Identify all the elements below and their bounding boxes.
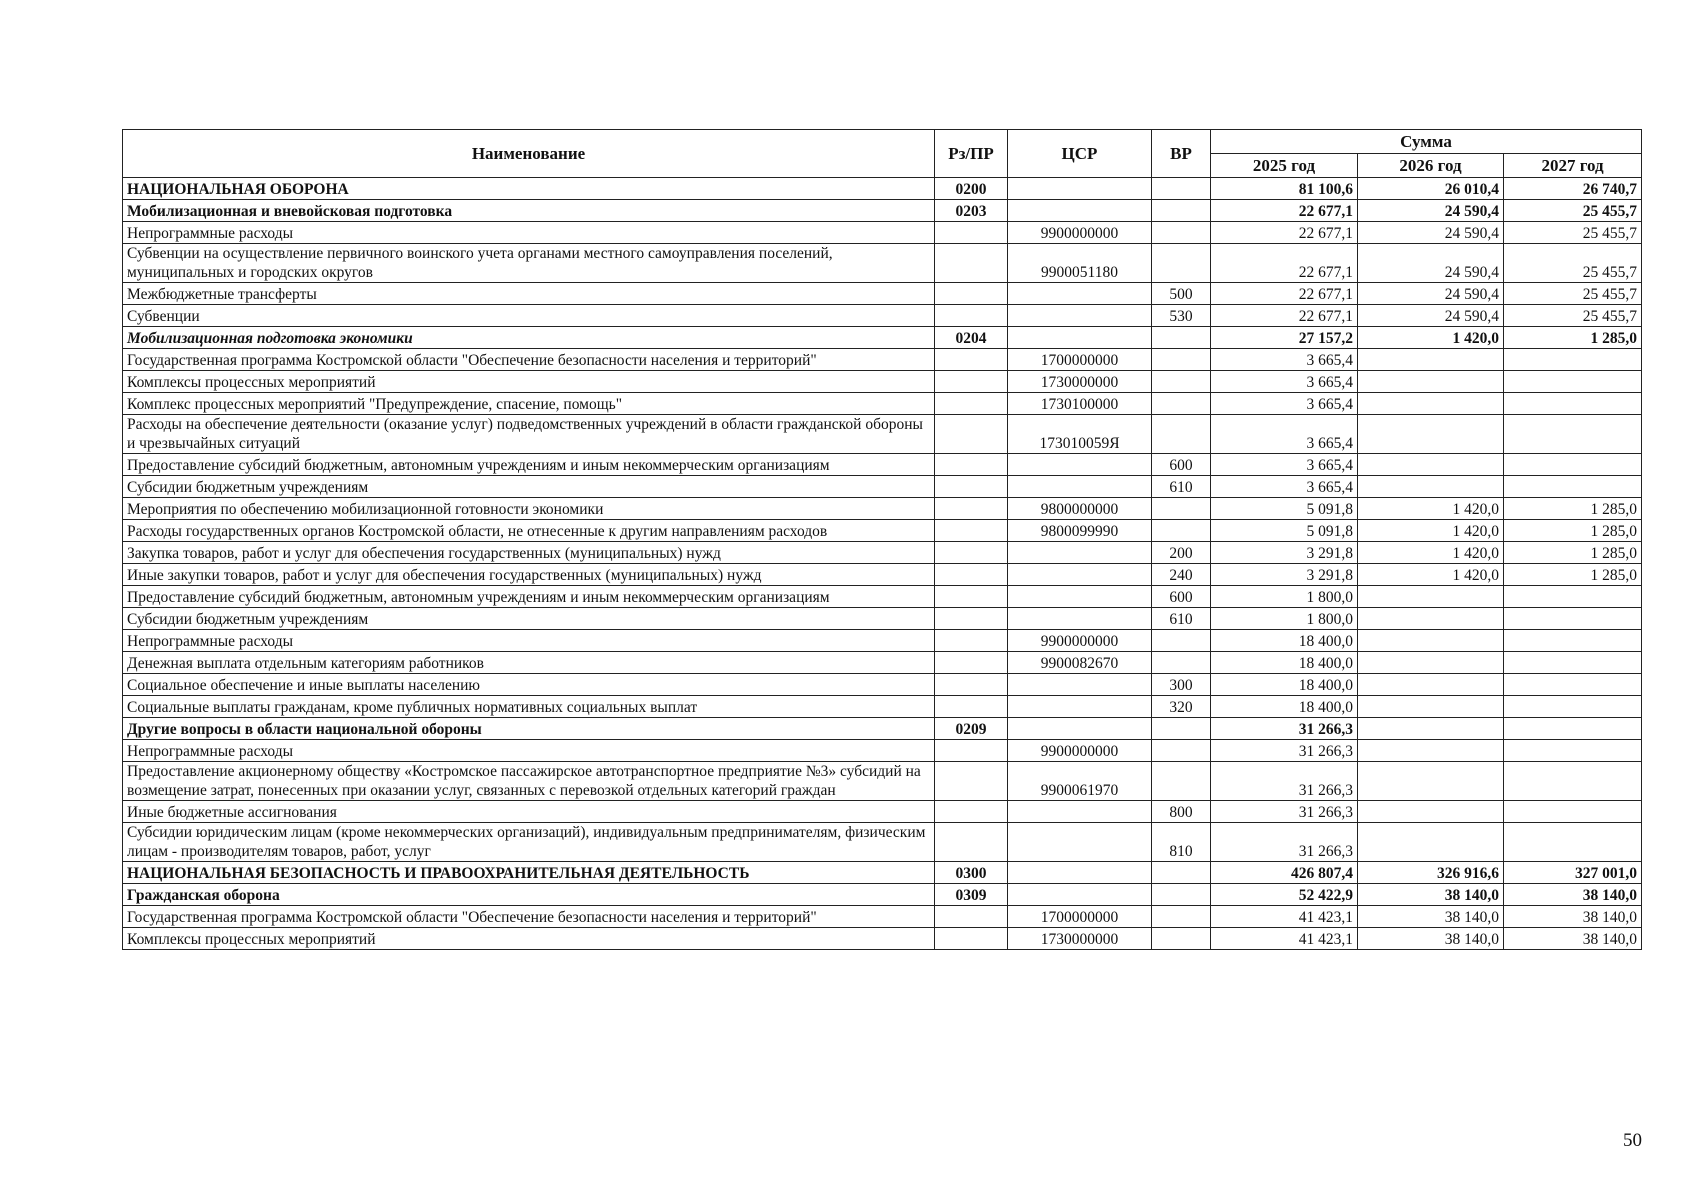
cell-y2027: 25 455,7 [1504, 222, 1642, 244]
table-row [123, 652, 1642, 674]
cell-y2025: 3 665,4 [1211, 393, 1358, 415]
cell-y2026: 24 590,4 [1358, 222, 1504, 244]
cell-y2026 [1358, 371, 1504, 393]
cell-rzpr: 0300 [935, 862, 1008, 884]
table-row [123, 349, 1642, 371]
cell-name: Межбюджетные трансферты [123, 283, 935, 305]
cell-csr: 1700000000 [1008, 906, 1152, 928]
cell-csr [1008, 178, 1152, 200]
cell-vr [1152, 718, 1211, 740]
header-sum: Сумма [1211, 130, 1642, 154]
cell-csr: 9800099990 [1008, 520, 1152, 542]
cell-y2025: 1 800,0 [1211, 586, 1358, 608]
cell-y2026: 1 420,0 [1358, 327, 1504, 349]
cell-csr: 1730100000 [1008, 393, 1152, 415]
cell-y2025: 22 677,1 [1211, 200, 1358, 222]
cell-name: Комплексы процессных мероприятий [123, 371, 935, 393]
header-rzpr: Рз/ПР [935, 130, 1008, 178]
cell-rzpr: 0204 [935, 327, 1008, 349]
cell-csr [1008, 283, 1152, 305]
cell-name: Иные бюджетные ассигнования [123, 801, 935, 823]
cell-rzpr: 0309 [935, 884, 1008, 906]
table-row [123, 801, 1642, 823]
cell-y2027 [1504, 393, 1642, 415]
table-row [123, 178, 1642, 200]
cell-y2027 [1504, 718, 1642, 740]
cell-csr [1008, 718, 1152, 740]
cell-vr: 610 [1152, 476, 1211, 498]
table-row [123, 740, 1642, 762]
cell-y2026 [1358, 674, 1504, 696]
cell-vr [1152, 349, 1211, 371]
cell-y2026 [1358, 476, 1504, 498]
cell-y2027 [1504, 608, 1642, 630]
cell-name: НАЦИОНАЛЬНАЯ БЕЗОПАСНОСТЬ И ПРАВООХРАНИТЕЛЬНАЯ ДЕЯТЕЛЬНОСТЬ [123, 862, 935, 884]
cell-csr [1008, 305, 1152, 327]
table-row [123, 542, 1642, 564]
cell-y2026 [1358, 718, 1504, 740]
header-year-2027: 2027 год [1504, 154, 1642, 178]
cell-y2025: 3 665,4 [1211, 415, 1358, 454]
cell-y2027: 25 455,7 [1504, 305, 1642, 327]
cell-y2026 [1358, 586, 1504, 608]
table-row [123, 696, 1642, 718]
table-row [123, 674, 1642, 696]
cell-y2026: 26 010,4 [1358, 178, 1504, 200]
cell-rzpr [935, 283, 1008, 305]
cell-rzpr [935, 244, 1008, 283]
table-row [123, 718, 1642, 740]
cell-y2026 [1358, 740, 1504, 762]
cell-y2026 [1358, 696, 1504, 718]
table-row [123, 393, 1642, 415]
cell-y2025: 22 677,1 [1211, 244, 1358, 283]
cell-y2027: 38 140,0 [1504, 884, 1642, 906]
cell-y2027: 25 455,7 [1504, 244, 1642, 283]
cell-y2025: 3 665,4 [1211, 371, 1358, 393]
table-row [123, 823, 1642, 862]
cell-name: Субвенции на осуществление первичного воинского учета органами местного самоуправления поселений, муниципальных и городских округов [123, 244, 935, 283]
cell-rzpr [935, 674, 1008, 696]
cell-y2025: 52 422,9 [1211, 884, 1358, 906]
table-row [123, 305, 1642, 327]
cell-rzpr [935, 393, 1008, 415]
cell-rzpr [935, 696, 1008, 718]
cell-name: Расходы государственных органов Костромской области, не отнесенные к другим направлениям расходов [123, 520, 935, 542]
cell-rzpr [935, 823, 1008, 862]
cell-name: Предоставление субсидий бюджетным, автономным учреждениям и иным некоммерческим организациям [123, 454, 935, 476]
cell-y2025: 3 291,8 [1211, 542, 1358, 564]
cell-y2026: 326 916,6 [1358, 862, 1504, 884]
cell-csr [1008, 801, 1152, 823]
cell-csr [1008, 823, 1152, 862]
cell-vr [1152, 928, 1211, 950]
cell-y2027 [1504, 823, 1642, 862]
cell-vr [1152, 393, 1211, 415]
cell-rzpr [935, 564, 1008, 586]
cell-rzpr [935, 371, 1008, 393]
cell-vr [1152, 762, 1211, 801]
cell-csr: 9900051180 [1008, 244, 1152, 283]
table-row [123, 564, 1642, 586]
cell-y2027 [1504, 652, 1642, 674]
cell-y2026: 38 140,0 [1358, 906, 1504, 928]
cell-y2027 [1504, 801, 1642, 823]
cell-rzpr [935, 520, 1008, 542]
cell-y2026: 1 420,0 [1358, 520, 1504, 542]
header-name: Наименование [123, 130, 935, 178]
cell-vr: 240 [1152, 564, 1211, 586]
cell-y2026 [1358, 762, 1504, 801]
cell-csr: 1730000000 [1008, 371, 1152, 393]
cell-name: Комплексы процессных мероприятий [123, 928, 935, 950]
cell-y2027: 38 140,0 [1504, 928, 1642, 950]
cell-vr [1152, 652, 1211, 674]
cell-vr [1152, 327, 1211, 349]
cell-name: Закупка товаров, работ и услуг для обеспечения государственных (муниципальных) нужд [123, 542, 935, 564]
cell-csr [1008, 696, 1152, 718]
budget-table [122, 129, 1642, 950]
cell-y2025: 22 677,1 [1211, 283, 1358, 305]
cell-rzpr [935, 630, 1008, 652]
cell-y2025: 22 677,1 [1211, 222, 1358, 244]
table-row [123, 906, 1642, 928]
cell-csr: 9900000000 [1008, 740, 1152, 762]
cell-csr: 173010059Я [1008, 415, 1152, 454]
header-csr: ЦСР [1008, 130, 1152, 178]
cell-rzpr [935, 498, 1008, 520]
cell-csr [1008, 608, 1152, 630]
cell-name: Социальное обеспечение и иные выплаты населению [123, 674, 935, 696]
cell-y2027 [1504, 696, 1642, 718]
cell-y2026: 1 420,0 [1358, 564, 1504, 586]
cell-vr [1152, 740, 1211, 762]
cell-name: Непрограммные расходы [123, 630, 935, 652]
cell-y2026 [1358, 630, 1504, 652]
cell-rzpr [935, 222, 1008, 244]
cell-csr: 9800000000 [1008, 498, 1152, 520]
cell-y2025: 18 400,0 [1211, 674, 1358, 696]
table-row [123, 884, 1642, 906]
cell-rzpr [935, 415, 1008, 454]
cell-y2027: 1 285,0 [1504, 564, 1642, 586]
cell-name: Мероприятия по обеспечению мобилизационной готовности экономики [123, 498, 935, 520]
cell-vr [1152, 415, 1211, 454]
cell-y2026: 1 420,0 [1358, 542, 1504, 564]
cell-y2025: 22 677,1 [1211, 305, 1358, 327]
cell-rzpr [935, 762, 1008, 801]
table-row [123, 454, 1642, 476]
cell-csr: 1700000000 [1008, 349, 1152, 371]
cell-y2027 [1504, 349, 1642, 371]
cell-name: НАЦИОНАЛЬНАЯ ОБОРОНА [123, 178, 935, 200]
cell-vr [1152, 906, 1211, 928]
cell-y2025: 426 807,4 [1211, 862, 1358, 884]
cell-y2025: 31 266,3 [1211, 718, 1358, 740]
cell-name: Денежная выплата отдельным категориям работников [123, 652, 935, 674]
cell-vr: 600 [1152, 454, 1211, 476]
header-vr: ВР [1152, 130, 1211, 178]
cell-vr [1152, 222, 1211, 244]
cell-y2025: 31 266,3 [1211, 740, 1358, 762]
cell-rzpr [935, 476, 1008, 498]
cell-y2027: 25 455,7 [1504, 283, 1642, 305]
cell-name: Непрограммные расходы [123, 222, 935, 244]
cell-rzpr [935, 801, 1008, 823]
cell-rzpr: 0203 [935, 200, 1008, 222]
cell-rzpr [935, 740, 1008, 762]
cell-y2025: 1 800,0 [1211, 608, 1358, 630]
cell-y2027: 327 001,0 [1504, 862, 1642, 884]
cell-csr [1008, 564, 1152, 586]
cell-y2026: 24 590,4 [1358, 200, 1504, 222]
cell-y2027: 25 455,7 [1504, 200, 1642, 222]
cell-y2025: 18 400,0 [1211, 696, 1358, 718]
cell-y2027 [1504, 674, 1642, 696]
cell-y2025: 3 665,4 [1211, 349, 1358, 371]
cell-name: Социальные выплаты гражданам, кроме публичных нормативных социальных выплат [123, 696, 935, 718]
cell-rzpr [935, 906, 1008, 928]
cell-csr [1008, 862, 1152, 884]
cell-y2027 [1504, 630, 1642, 652]
cell-vr: 530 [1152, 305, 1211, 327]
cell-csr: 9900082670 [1008, 652, 1152, 674]
cell-vr [1152, 884, 1211, 906]
cell-rzpr [935, 542, 1008, 564]
cell-y2027: 1 285,0 [1504, 327, 1642, 349]
cell-y2025: 3 665,4 [1211, 476, 1358, 498]
cell-y2025: 41 423,1 [1211, 928, 1358, 950]
cell-y2027: 1 285,0 [1504, 520, 1642, 542]
cell-vr [1152, 371, 1211, 393]
cell-name: Субсидии бюджетным учреждениям [123, 608, 935, 630]
cell-csr: 9900061970 [1008, 762, 1152, 801]
cell-y2025: 81 100,6 [1211, 178, 1358, 200]
cell-csr [1008, 674, 1152, 696]
cell-y2025: 18 400,0 [1211, 652, 1358, 674]
cell-vr: 500 [1152, 283, 1211, 305]
cell-y2026 [1358, 652, 1504, 674]
cell-y2026 [1358, 393, 1504, 415]
cell-y2027 [1504, 415, 1642, 454]
cell-y2025: 18 400,0 [1211, 630, 1358, 652]
cell-y2027: 26 740,7 [1504, 178, 1642, 200]
cell-y2027 [1504, 586, 1642, 608]
cell-y2025: 41 423,1 [1211, 906, 1358, 928]
table-body [123, 178, 1642, 950]
cell-vr [1152, 244, 1211, 283]
cell-y2026 [1358, 823, 1504, 862]
header-year-2026: 2026 год [1358, 154, 1504, 178]
cell-name: Расходы на обеспечение деятельности (оказание услуг) подведомственных учреждений в области гражданской обороны и чрезвычайных ситуаций [123, 415, 935, 454]
cell-csr [1008, 884, 1152, 906]
cell-y2026: 38 140,0 [1358, 928, 1504, 950]
table-row [123, 200, 1642, 222]
cell-y2027 [1504, 454, 1642, 476]
cell-name: Другие вопросы в области национальной обороны [123, 718, 935, 740]
cell-csr [1008, 327, 1152, 349]
cell-rzpr [935, 454, 1008, 476]
cell-csr [1008, 476, 1152, 498]
cell-csr: 9900000000 [1008, 630, 1152, 652]
table-row [123, 371, 1642, 393]
cell-name: Иные закупки товаров, работ и услуг для обеспечения государственных (муниципальных) нужд [123, 564, 935, 586]
cell-name: Государственная программа Костромской области "Обеспечение безопасности населения и территорий" [123, 349, 935, 371]
table-row [123, 415, 1642, 454]
cell-vr: 200 [1152, 542, 1211, 564]
cell-vr: 810 [1152, 823, 1211, 862]
cell-vr: 600 [1152, 586, 1211, 608]
cell-vr [1152, 862, 1211, 884]
table-row [123, 327, 1642, 349]
table-row [123, 928, 1642, 950]
cell-y2025: 3 665,4 [1211, 454, 1358, 476]
cell-vr: 300 [1152, 674, 1211, 696]
cell-y2026: 1 420,0 [1358, 498, 1504, 520]
cell-vr: 320 [1152, 696, 1211, 718]
cell-rzpr [935, 349, 1008, 371]
cell-y2027 [1504, 762, 1642, 801]
cell-y2026: 24 590,4 [1358, 283, 1504, 305]
cell-y2026: 38 140,0 [1358, 884, 1504, 906]
cell-rzpr [935, 305, 1008, 327]
cell-y2027: 1 285,0 [1504, 542, 1642, 564]
cell-y2026 [1358, 608, 1504, 630]
cell-name: Гражданская оборона [123, 884, 935, 906]
cell-name: Мобилизационная подготовка экономики [123, 327, 935, 349]
cell-rzpr: 0209 [935, 718, 1008, 740]
cell-y2026 [1358, 454, 1504, 476]
cell-y2025: 3 291,8 [1211, 564, 1358, 586]
cell-csr [1008, 200, 1152, 222]
table-row [123, 244, 1642, 283]
table-row [123, 862, 1642, 884]
cell-rzpr [935, 928, 1008, 950]
cell-name: Мобилизационная и вневойсковая подготовка [123, 200, 935, 222]
cell-y2026 [1358, 801, 1504, 823]
cell-rzpr: 0200 [935, 178, 1008, 200]
cell-y2027 [1504, 740, 1642, 762]
cell-name: Субвенции [123, 305, 935, 327]
cell-name: Предоставление субсидий бюджетным, автономным учреждениям и иным некоммерческим организациям [123, 586, 935, 608]
cell-y2027 [1504, 371, 1642, 393]
cell-vr [1152, 630, 1211, 652]
cell-y2026 [1358, 415, 1504, 454]
table-row [123, 283, 1642, 305]
page-number: 50 [1623, 1130, 1642, 1151]
table-row [123, 520, 1642, 542]
cell-y2025: 5 091,8 [1211, 520, 1358, 542]
cell-y2025: 31 266,3 [1211, 762, 1358, 801]
cell-vr [1152, 520, 1211, 542]
cell-vr [1152, 200, 1211, 222]
cell-y2026: 24 590,4 [1358, 244, 1504, 283]
table-row [123, 630, 1642, 652]
cell-y2025: 27 157,2 [1211, 327, 1358, 349]
cell-y2025: 31 266,3 [1211, 823, 1358, 862]
cell-y2026: 24 590,4 [1358, 305, 1504, 327]
cell-vr: 800 [1152, 801, 1211, 823]
cell-rzpr [935, 586, 1008, 608]
cell-name: Государственная программа Костромской области "Обеспечение безопасности населения и территорий" [123, 906, 935, 928]
cell-csr: 9900000000 [1008, 222, 1152, 244]
cell-name: Субсидии бюджетным учреждениям [123, 476, 935, 498]
cell-rzpr [935, 608, 1008, 630]
table-row [123, 476, 1642, 498]
cell-y2027 [1504, 476, 1642, 498]
cell-rzpr [935, 652, 1008, 674]
cell-csr [1008, 454, 1152, 476]
table-row [123, 498, 1642, 520]
cell-y2026 [1358, 349, 1504, 371]
table-row [123, 222, 1642, 244]
cell-y2027: 38 140,0 [1504, 906, 1642, 928]
cell-name: Непрограммные расходы [123, 740, 935, 762]
cell-csr [1008, 586, 1152, 608]
cell-vr [1152, 498, 1211, 520]
cell-csr [1008, 542, 1152, 564]
cell-vr [1152, 178, 1211, 200]
cell-vr: 610 [1152, 608, 1211, 630]
header-year-2025: 2025 год [1211, 154, 1358, 178]
table-header [123, 130, 1642, 178]
cell-y2027: 1 285,0 [1504, 498, 1642, 520]
table-row [123, 762, 1642, 801]
cell-csr: 1730000000 [1008, 928, 1152, 950]
cell-name: Комплекс процессных мероприятий "Предупреждение, спасение, помощь" [123, 393, 935, 415]
cell-y2025: 31 266,3 [1211, 801, 1358, 823]
table-row [123, 586, 1642, 608]
cell-name: Субсидии юридическим лицам (кроме некоммерческих организаций), индивидуальным предпринимателям, физическим лицам - производителям товаров, работ, услуг [123, 823, 935, 862]
cell-y2025: 5 091,8 [1211, 498, 1358, 520]
cell-name: Предоставление акционерному обществу «Костромское пассажирское автотранспортное предприятие №3» субсидий на возмещение затрат, понесенных при оказании услуг, связанных с перевозкой отдельных категорий граждан [123, 762, 935, 801]
table-row [123, 608, 1642, 630]
